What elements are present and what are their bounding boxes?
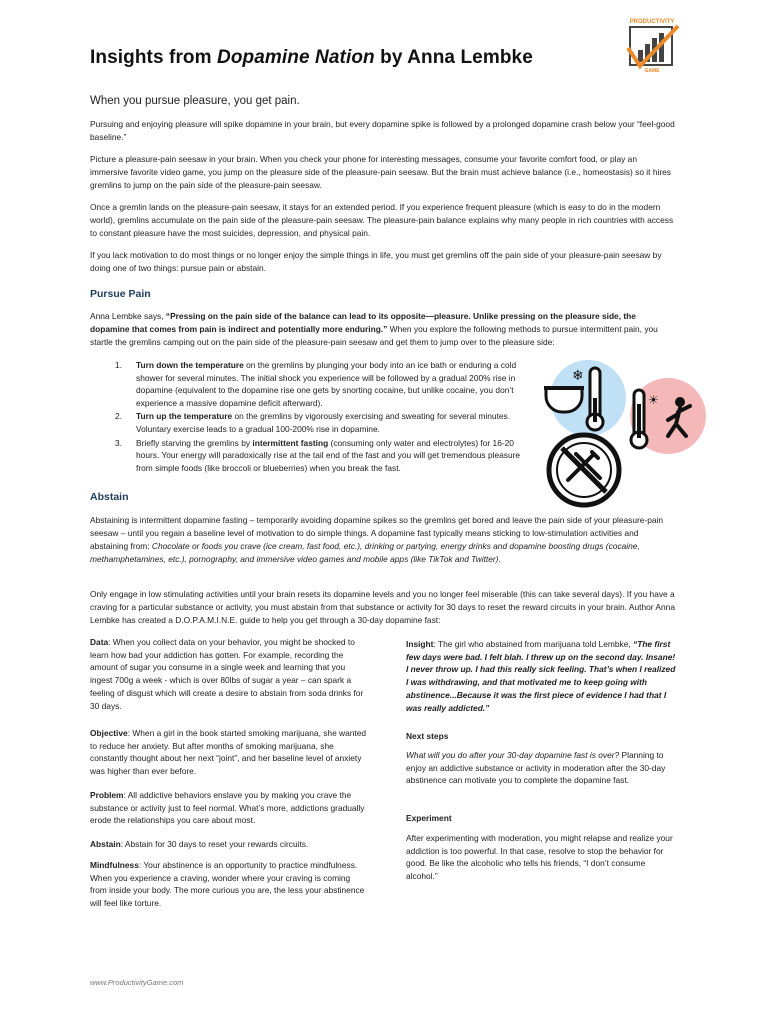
dopamine-mindfulness: Mindfulness: Your abstinence is an opportunity to practice mindfulness. When you experience a craving, wonder where your craving is coming from inside your body. The more curious you are, the less your abstinence will feel like torture. xyxy=(90,860,365,909)
logo-text-bottom: GAME xyxy=(644,68,660,74)
experiment-heading: Experiment xyxy=(406,813,452,823)
subtitle: When you pursue pleasure, you get pain. xyxy=(90,95,300,107)
svg-text:☀: ☀ xyxy=(648,393,659,407)
footer-url[interactable]: www.ProductivityGame.com xyxy=(90,978,184,987)
cold-bath-icon xyxy=(544,360,626,436)
next-steps-text: What will you do after your 30-day dopamine fast is over? Planning to enjoy an addictive substance or activity in moderation after the 30-day abstinence can motivate you to complete the dopamine fast. xyxy=(406,750,666,786)
list-item: 3. Briefly starving the gremlins by intermittent fasting (consuming only water and electrolytes) for 16-20 hours. Your energy will paradoxically rise at the tail end of the fast and you will get tremendous pleasure from simple foods (like broccoli or blueberries) when you break the fast. xyxy=(115,437,521,473)
svg-text:❄: ❄ xyxy=(572,368,584,384)
hot-exercise-icon xyxy=(630,378,706,454)
intro-paragraph-2: Picture a pleasure-pain seesaw in your brain. When you check your phone for interesting messages, consume your favorite comfort food, or play an immersive favorite video game, you jump on the pleasure side of the pleasure-pain seesaw. But the brain must achieve balance (i.e., homeostasis) so it hires gremlins to jump on the pain side of the pleasure-pain seesaw. xyxy=(90,154,671,190)
fasting-icon xyxy=(549,435,619,505)
experiment-text: After experimenting with moderation, you might relapse and realize your addiction is too powerful. In that case, resolve to stop the behavior for good. Be like the alcoholic who tells his friends, “I don’t consume alcohol.” xyxy=(406,833,673,882)
list-item: 2. Turn up the temperature on the gremlins by vigorously exercising and sweating for several minutes. Voluntary exercise leads to a gradual 100-200% rise in dopamine. xyxy=(115,411,511,434)
intro-paragraph-3: Once a gremlin lands on the pleasure-pain seesaw, it stays for an extended period. If you experience frequent pleasure (which is easy to do in the modern world), gremlins accumulate on the pain side of the pleasure-pain seesaw. The pleasure-pain balance explains why many people in rich countries with access to constant pleasure have the most suicides, depression, and physical pain. xyxy=(90,202,674,238)
book-title: Dopamine Nation xyxy=(217,47,375,68)
next-steps-heading: Next steps xyxy=(406,731,449,741)
dopamine-abstain: Abstain: Abstain for 30 days to reset your rewards circuits. xyxy=(90,839,309,849)
page-title: Insights from Dopamine Nation by Anna Lembke xyxy=(90,47,533,68)
dopamine-insight: Insight: The girl who abstained from marijuana told Lembke, “The first few days were bad. I felt blah. I threw up on the second day. Insane! I never throw up. I had this really sick feeling. That’s when I realized I was withdrawing, and that motivated me to keep going with abstinence...Because it was the first piece of evidence I had that I was really addicted.” xyxy=(406,639,676,713)
intro-paragraph-4: If you lack motivation to do most things or no longer enjoy the simple things in life, you must get gremlins off the pain side of your pleasure-pain seesaw by doing one of two things: pursue pain or abstain. xyxy=(90,250,662,273)
list-item: 1. Turn down the temperature on the gremlins by plunging your body into an ice bath or enduring a cold shower for several minutes. The initial shock you experience will be followed by a gradual 200% rise in dopamine (equivalent to the dopamine rise one gets by snorting cocaine, but unlike cocaine, you don’t experience a massive dopamine deficit afterward). xyxy=(115,360,517,408)
intro-paragraph-1: Pursuing and enjoying pleasure will spike dopamine in your brain, but every dopamine spike is followed by a prolonged dopamine crash below your “feel-good baseline.” xyxy=(90,119,675,142)
dopamine-objective: Objective: When a girl in the book started smoking marijuana, she wanted to reduce her anxiety. But after months of smoking marijuana, she constantly thought about her next “joint”, and her baseline level of anxiety was higher than ever before. xyxy=(90,728,367,777)
logo-text-top: PRODUCTIVITY xyxy=(629,19,675,25)
pain-methods-illustration xyxy=(540,358,712,508)
pursue-pain-paragraph: Anna Lembke says, “Pressing on the pain side of the balance can lead to its opposite—pleasure. Unlike pressing on the pleasure side, the dopamine that comes from pain is indirect and potentially more enduring.” When you explore the following methods to pursue intermittent pain, you startle the gremlins camping out on the pain side of the pleasure-pain seesaw and get them to jump over to the pleasure side: xyxy=(90,311,658,347)
pursue-pain-list xyxy=(115,359,529,475)
abstain-paragraph-2: Only engage in low stimulating activities until your brain resets its dopamine levels and you no longer feel miserable (this can take several days). If you have a craving for a particular substance or activity, you must abstain from that substance or activity for 30 days to reset the reward circuits in your brain. Author Anna Lembke has created a D.O.P.A.M.I.N.E. guide to help you get through a 30-day dopamine fast: xyxy=(90,589,675,625)
abstain-paragraph-1: Abstaining is intermittent dopamine fasting – temporarily avoiding dopamine spikes so the gremlins get bored and leave the pain side of your pleasure-pain seesaw – until you regain a baseline level of motivation to do simple things. A dopamine fast typically means sticking to low-stimulation activities and abstaining from: Chocolate or foods you crave (ice cream, fast food, etc.), drinking or partying, energy drinks and dopamine boosting drugs (cocaine, methamphetamines, etc.), pornography, and immersive video games and mobile apps (like TikTok and Twitter). xyxy=(90,515,664,564)
pursue-pain-heading: Pursue Pain xyxy=(90,288,151,300)
abstain-heading: Abstain xyxy=(90,491,129,503)
dopamine-data: Data: When you collect data on your behavior, you might be shocked to learn how bad your addiction has gotten. For example, recording the amount of sugar you consume in a single week and learning that you ingest 700g a week - which is over 80lbs of sugar a year – can spark a feeling of disgust which will create a desire to abstain from soda drinks for 30 days. xyxy=(90,637,364,711)
productivity-game-logo xyxy=(622,16,682,74)
dopamine-problem: Problem: All addictive behaviors enslave you by making you crave the substance or activity just to feel normal. What’s more, addictions gradually erode the relationships you care about most. xyxy=(90,790,365,826)
